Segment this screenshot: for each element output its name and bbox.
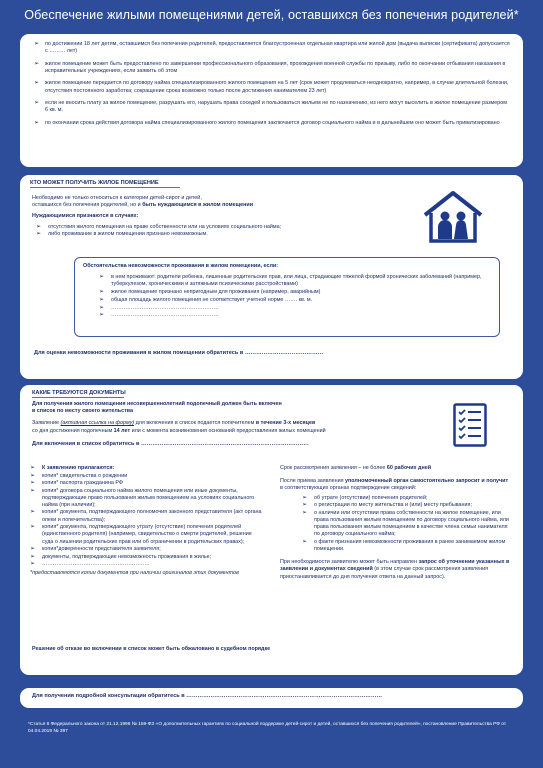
arrow-bullet-icon: ➢ (30, 524, 36, 531)
request-text: При необходимости заявителю может быть направлен (280, 559, 419, 566)
list-item-text: либо проживание в жилом помещении признано невозможным. (48, 231, 208, 238)
list-item-text: жилое помещение передается по договору найма специализированного жилого помещения на 5 лет (срок может продлеваться неоднократно, например, в случае длительной болезни, отсутствия постоянного заработка; сокращение срока возможно только после достижения нанимателем 23 лет) (45, 80, 509, 94)
legal-footnote: *Статья 8 Федерального закона от 21.12.1996 № 159-ФЗ «О дополнительных гарантиях по социальной поддержке детей-сирот и детей, оставшихся без попечения родителей», постановление Правительства РФ от 04.04.2019 № 397 (28, 722, 507, 734)
application-emphasis: в течение 3-х месяцев (255, 420, 316, 427)
application-form-link[interactable]: (активная ссылка на форму) (60, 420, 135, 427)
application-text: Заявление (32, 420, 61, 427)
arrow-bullet-icon: ➢ (302, 502, 308, 509)
list-item (30, 488, 262, 510)
arrow-bullet-icon: ➢ (30, 546, 36, 553)
list-item (34, 41, 511, 55)
consultation-line: Для получения подробной консультации обратитесь в …………………………………………………………………………………………… (32, 693, 383, 699)
review-term (280, 465, 512, 472)
application-text: для включения в список подается попечителем (134, 420, 256, 427)
heading-underline (30, 187, 180, 188)
application-emphasis: 14 лет (113, 427, 131, 434)
list-item (83, 274, 491, 288)
list-item (280, 539, 512, 553)
list-item-text: …………………………………………………… (42, 561, 150, 568)
arrow-bullet-icon: ➢ (302, 538, 308, 545)
family-house-icon (421, 189, 485, 243)
list-item-text: общая площадь жилого помещения не соответствует учетной норме ……. кв. м. (111, 296, 313, 303)
after-text: в соответствующих органах подтверждение сведений: (280, 485, 417, 492)
list-item (280, 510, 512, 539)
list-item (280, 495, 512, 502)
arrow-bullet-icon: ➢ (30, 465, 36, 471)
application-line (30, 428, 513, 435)
arrow-bullet-icon: ➢ (99, 274, 105, 281)
arrow-bullet-icon: ➢ (36, 231, 42, 238)
list-item-text: копия* свидетельства о рождении (42, 472, 128, 479)
list-item (30, 480, 262, 487)
list-item-text: копия* паспорта гражданина РФ (42, 480, 123, 486)
list-item-text: жилое помещение может быть предоставлено по завершении профессионального образования, прохождения военной службы по призыву, либо по окончании отбывания наказания в исправительных учреждениях, если заявить об этом (45, 60, 506, 74)
list-item-text: о наличии или отсутствии права собственности на жилое помещение, или права пользования жилым помещением по договору социального найма, или права пользования жилым помещением в качестве члена семьи нанимателя по договору социального найма; (314, 509, 509, 538)
list-item-text: в нем проживают: родители ребенка, лишенные родительских прав, или лица, страдающие тяжелой формой хронических заболеваний (например, туберкулезом, хроническими и затяжными психическими расстройствами) (111, 274, 482, 288)
box-heading: Обстоятельства невозможности проживания в жилом помещении, если: (83, 263, 279, 269)
list-item (30, 465, 262, 472)
consultation-card (20, 688, 523, 708)
checklist-icon (453, 403, 487, 447)
need-heading: Нуждающимися признаются в случаях: (32, 213, 139, 220)
arrow-bullet-icon: ➢ (30, 487, 36, 494)
list-item (83, 289, 491, 296)
list-item (30, 554, 262, 561)
arrow-bullet-icon: ➢ (99, 312, 105, 319)
request-text: (в этом случае срок рассмотрения заявления приостанавливается до дня получения ответа на данный запрос). (280, 566, 489, 580)
include-contact-line: Для включения в список обратитесь в ……………………………………………………………………………… (32, 440, 309, 447)
list-heading: К заявлению прилагаются: (42, 465, 115, 471)
section-heading: КТО МОЖЕТ ПОЛУЧИТЬ ЖИЛОЕ ПОМЕЩЕНИЕ (30, 180, 159, 186)
list-item-text: документы, подтверждающие невозможность проживания в жилье; (42, 553, 212, 560)
application-text: или с момента возникновения оснований предоставления жилых помещений (130, 427, 326, 434)
arrow-bullet-icon: ➢ (99, 304, 105, 311)
arrow-bullet-icon: ➢ (30, 472, 36, 479)
review-term-text: Срок рассмотрения заявления – не более (280, 465, 387, 471)
arrow-bullet-icon: ➢ (36, 223, 42, 230)
intro-line: Необходимо не только относиться к категории детей-сирот и детей, (32, 195, 202, 201)
list-item-text: по достижении 18 лет детям, оставшимся без попечения родителей, предоставляется благоустроенная отдельная квартира или жилой дом (выдача выписки (сертификата) допускается с ……… лет) (45, 41, 510, 55)
list-item-text: о регистрации по месту жительства и (или) месту пребывания; (314, 502, 472, 509)
heading-underline (32, 397, 124, 398)
after-text: После приема заявления (280, 478, 346, 485)
arrow-bullet-icon: ➢ (34, 60, 40, 67)
list-item (34, 80, 511, 94)
list-item-text: копия* договора социального найма жилого помещения или иные документы, подтверждающие право пользования жилым помещением на условиях социального найма (при наличии); (42, 487, 255, 508)
intro-text: оставшихся без попечения родителей, но и (32, 202, 143, 209)
list-item-text: …………………………………………………… (111, 304, 219, 311)
arrow-bullet-icon: ➢ (99, 296, 105, 303)
documents-card (20, 385, 523, 675)
review-column (280, 465, 512, 581)
arrow-bullet-icon: ➢ (30, 561, 36, 568)
arrow-bullet-icon: ➢ (302, 494, 308, 501)
list-item-text: если не вносить плату за жилое помещение, разрушать его, нарушать права соседей и пользоваться жильем не по назначению, из него могут выселить в жилое помещение размером 6 кв. м. (45, 100, 507, 114)
list-item-text: копия* документа, подтверждающего полномочия законного представителя (акт органа опеки и попечительства); (42, 509, 262, 523)
list-item-text: об утрате (отсутствии) попечения родителей; (314, 494, 428, 501)
contact-line: Для оценки невозможности проживания в жилом помещении обратитесь в …………………………………… (34, 350, 324, 356)
list-item (30, 509, 262, 523)
list-item (280, 502, 512, 509)
arrow-bullet-icon: ➢ (302, 509, 308, 516)
application-line (30, 420, 513, 427)
list-item (30, 546, 262, 553)
list-item (83, 312, 491, 319)
requirement-line: в список по месту своего жительства (32, 408, 133, 415)
intro-emphasis: быть нуждающимся в жилом помещении (142, 202, 254, 209)
list-item-text: жилое помещение признано непригодным для проживания (например, аварийным) (111, 289, 321, 296)
list-item (83, 305, 491, 312)
application-text: со дня достижения подопечным (32, 427, 114, 434)
requirement-line: Для получения жилого помещения несовершеннолетний подопечный должен быть включен (32, 401, 282, 407)
request-emphasis: запрос об уточнении указанных в заявлении и документах сведений (280, 559, 510, 573)
review-term-emphasis: 60 рабочих дней (386, 465, 432, 471)
arrow-bullet-icon: ➢ (30, 509, 36, 516)
page-title: Обеспечение жилыми помещениями детей, оставшихся без попечения родителей* (24, 8, 519, 22)
copies-note: *предоставляются копии документов при наличии оригиналов этих документов (30, 570, 239, 577)
after-acceptance-text (280, 478, 512, 492)
list-item (83, 297, 491, 304)
list-item-text: отсутствия жилого помещения на праве собственности или на условиях социального найма; (48, 223, 282, 230)
list-item-text: копия*доверенности представителя заявителя; (42, 546, 161, 553)
list-item (30, 561, 262, 568)
list-item (30, 524, 262, 546)
arrow-bullet-icon: ➢ (34, 80, 40, 87)
list-item (34, 120, 511, 127)
documents-columns (30, 465, 513, 615)
arrow-bullet-icon: ➢ (30, 553, 36, 560)
arrow-bullet-icon: ➢ (99, 289, 105, 296)
list-item-text: по окончании срока действия договора найма специализированного жилого помещения заключается договор социального найма и в дальнейшем оно может быть приватизировано (45, 119, 500, 126)
list-item (34, 61, 511, 75)
attachments-column (30, 465, 262, 577)
impossibility-box (74, 257, 500, 337)
arrow-bullet-icon: ➢ (34, 41, 40, 47)
eligibility-card (20, 175, 523, 379)
arrow-bullet-icon: ➢ (34, 100, 40, 107)
after-emphasis: уполномоченный орган самостоятельно запросит и получит (345, 478, 509, 485)
list-item-text: копия* документа, подтверждающего утрату (отсутствие) попечения родителей (единственного родителя) (например, свидетельство о смерти родителей, решение суда о лишении родительских прав или об ограничении в родительских правах); (42, 524, 252, 545)
list-item-text: о факте признания невозможности проживания в ранее занимаемом жилом помещении. (314, 538, 506, 552)
arrow-bullet-icon: ➢ (30, 480, 36, 486)
section-heading: КАКИЕ ТРЕБУЮТСЯ ДОКУМЕНТЫ (32, 390, 126, 396)
clarification-request (280, 559, 512, 581)
list-item (30, 473, 262, 480)
list-item (34, 100, 511, 114)
arrow-bullet-icon: ➢ (34, 119, 40, 126)
appeal-line: Решение об отказе во включении в список может быть обжаловано в судебном порядке (32, 645, 271, 652)
general-info-card (20, 34, 523, 167)
list-item-text: …………………………………………………… (111, 312, 219, 319)
